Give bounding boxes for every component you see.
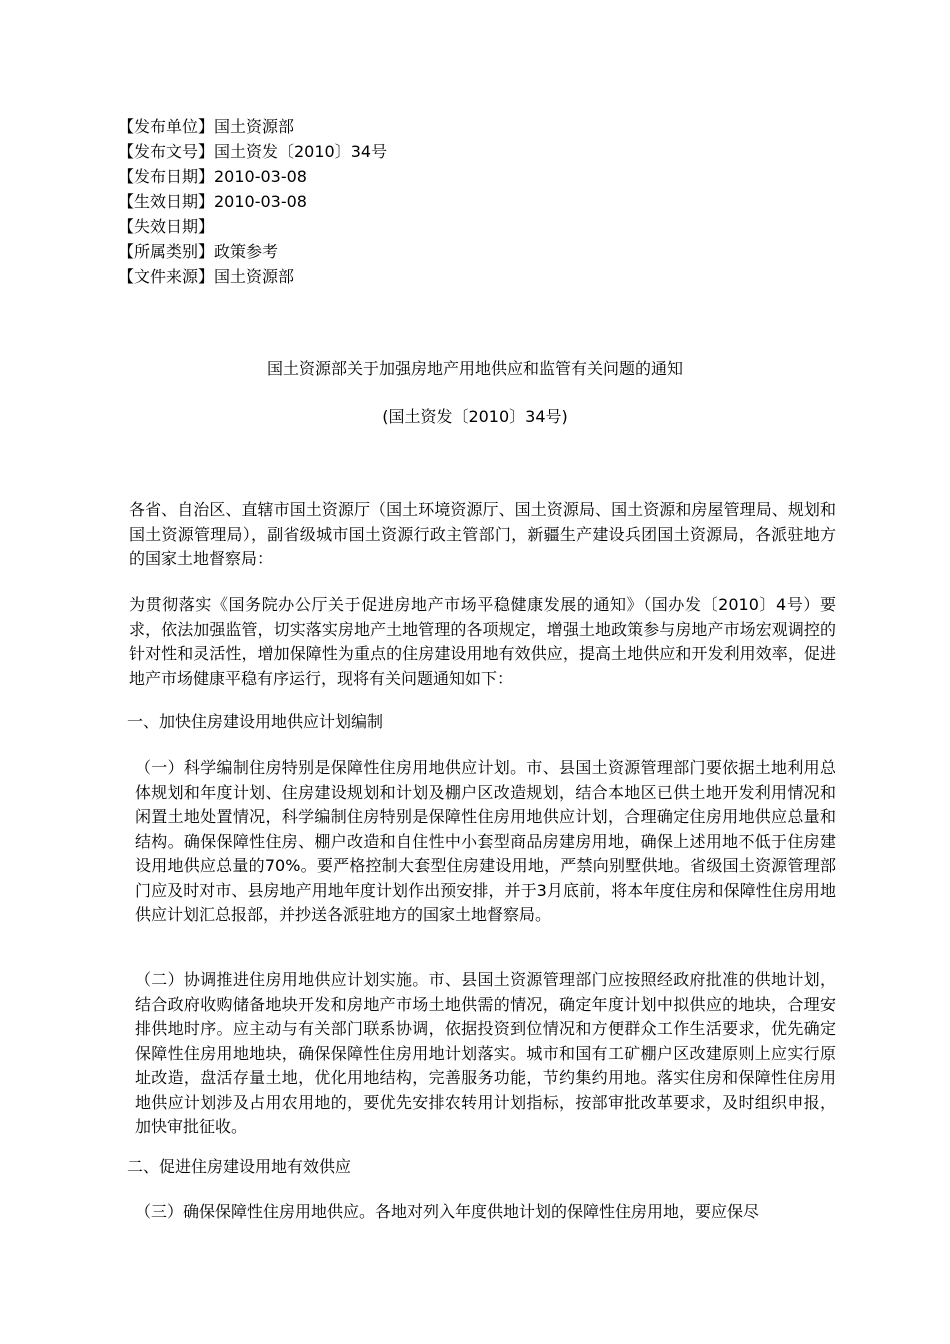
section-2-heading xyxy=(124,1155,836,1180)
meta-source: 【文件来源】国土资源部 xyxy=(118,267,295,286)
preamble-paragraph xyxy=(124,593,836,691)
section-1-heading-text: 一、加快住房建设用地供应计划编制 xyxy=(127,712,384,731)
meta-category: 【所属类别】政策参考 xyxy=(118,242,279,261)
item-1-text: （一）科学编制住房特别是保障性住房用地供应计划。市、县国土资源管理部门要依据土地利用总体规划和年度计划、住房建设规划和计划及棚户区改造规划，结合本地区已供土地开发利用情况和闲置土地处置情况，科学编制住房特别是保障性住房用地供应计划，合理确定住房用地供应总量和结构。确保保障性住房、棚户改造和自住性中小套型商品房建房用地，确保上述用地不低于住房建设用地供应总量的70%。要严格控制大套型住房建设用地，严禁向别墅供地。省级国土资源管理部门应及时对市、县房地产用地年度计划作出预安排，并于3月底前，将本年度住房和保障性住房用地供应计划汇总报部，并抄送各派驻地方的国家土地督察局。 xyxy=(135,758,836,924)
meta-doc-number: 【发布文号】国土资发〔2010〕34号 xyxy=(118,142,388,161)
meta-publisher: 【发布单位】国土资源部 xyxy=(118,117,295,136)
addressee-paragraph xyxy=(124,498,836,572)
item-1-paragraph xyxy=(124,756,836,928)
item-3-text: （三）确保保障性住房用地供应。各地对列入年度供地计划的保障性住房用地，要应保尽 xyxy=(135,1202,760,1221)
section-1-heading xyxy=(124,710,836,735)
meta-publish-date: 【发布日期】2010-03-08 xyxy=(118,167,307,186)
item-2-text: （二）协调推进住房用地供应计划实施。市、县国土资源管理部门应按照经政府批准的供地计划，结合政府收购储备地块开发和房地产市场土地供需的情况，确定年度计划中拟供应的地块，合理安排供地时序。应主动与有关部门联系协调，依据投资到位情况和方便群众工作生活要求，优先确定保障性住房用地地块，确保保障性住房用地计划落实。城市和国有工矿棚户区改建原则上应实行原址改造，盘活存量土地，优化用地结构，完善服务功能，节约集约用地。落实住房和保障性住房用地供应计划涉及占用农用地的，要优先安排农转用计划指标，按部审批改革要求，及时组织申报，加快审批征收。 xyxy=(135,970,836,1136)
document-metadata xyxy=(118,114,838,289)
preamble-text: 为贯彻落实《国务院办公厅关于促进房地产市场平稳健康发展的通知》（国办发〔2010〕4号）要求，依法加强监管，切实落实房地产土地管理的各项规定，增强土地政策参与房地产市场宏观调控的针对性和灵活性，增加保障性为重点的住房建设用地有效供应，提高土地供应和开发利用效率，促进地产市场健康平稳有序运行，现将有关问题通知如下： xyxy=(129,595,836,688)
document-subtitle: (国土资发〔2010〕34号) xyxy=(382,407,568,426)
meta-expiry-date: 【失效日期】 xyxy=(118,217,215,236)
section-2-heading-text: 二、促进住房建设用地有效供应 xyxy=(127,1157,352,1176)
document-title: 国土资源部关于加强房地产用地供应和监管有关问题的通知 xyxy=(266,359,683,378)
addressee-text: 各省、自治区、直辖市国土资源厅（国土环境资源厅、国土资源局、国土资源和房屋管理局、规划和国土资源管理局），副省级城市国土资源行政主管部门，新疆生产建设兵团国土资源局，各派驻地方的国家土地督察局： xyxy=(129,500,836,568)
meta-effective-date: 【生效日期】2010-03-08 xyxy=(118,192,307,211)
item-3-paragraph xyxy=(124,1200,836,1225)
item-2-paragraph xyxy=(124,968,836,1140)
